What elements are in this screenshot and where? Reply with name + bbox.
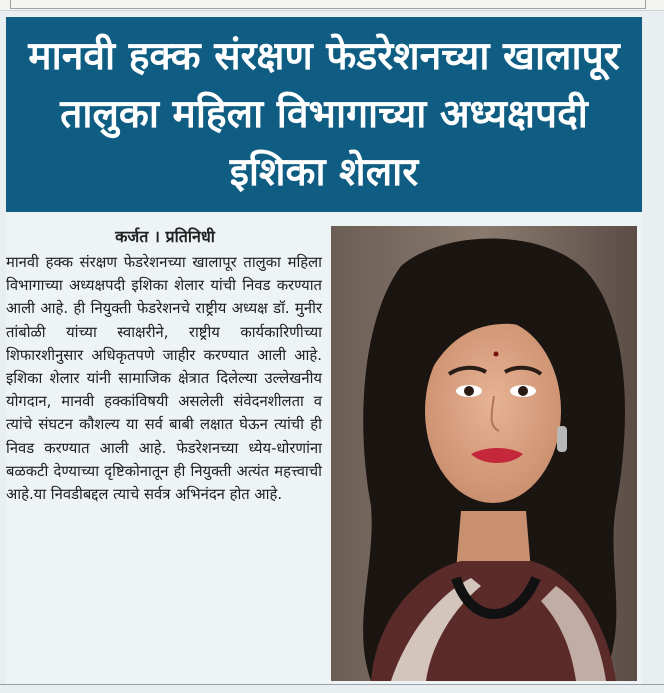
news-article [6,17,642,684]
portrait-photo [331,226,637,681]
headline-banner [6,17,642,212]
byline: कर्जत । प्रतिनिधी [115,227,215,246]
article-body: मानवी हक्क संरक्षण फेडरेशनच्या खालापूर तालुका महिला विभागाच्या अध्यक्षपदी इशिका शेलार यांची निवड करण्यात आली आहे. ही नियुक्ती फेडरेशनचे राष्ट्रीय अध्यक्ष डॉ. मुनीर तांबोळी यांच्या स्वाक्षरीने, राष्ट्रीय कार्यकारिणीच्या शिफारशीनुसार अधिकृतपणे जाहीर करण्यात आली आहे. इशिका शेलार यांनी सामाजिक क्षेत्रात दिलेल्या उल्लेखनीय योगदान, मानवी हक्कांविषयी असलेली संवेदनशीलता व त्यांचे संघटन कौशल्य या सर्व बाबी लक्षात घेऊन त्यांची ही निवड करण्यात आली आहे. फेडरेशनच्या ध्येय-धोरणांना बळकटी देण्याच्या दृष्टिकोनातून ही नियुक्ती अत्यंत महत्त्वाची आहे.या निवडीबद्दल त्याचे सर्वत्र अभिनंदन होत आहे. [6,254,322,504]
headline: मानवी हक्क संरक्षण फेडरेशनच्या खालापूर तालुका महिला विभागाच्या अध्यक्षपदी इशिका शेलार [28,33,620,195]
previous-article-border [0,0,664,11]
bottom-border [0,684,664,685]
